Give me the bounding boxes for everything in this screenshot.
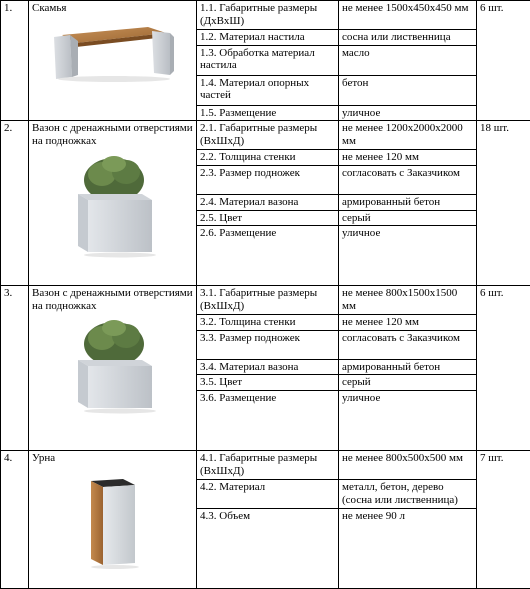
spec-key: 3.2. Толщина стенки (197, 315, 339, 331)
trash-bin-icon (32, 473, 193, 569)
item-number: 4. (1, 451, 29, 589)
spec-key: 3.4. Материал вазона (197, 359, 339, 375)
spec-key: 3.3. Размер подножек (197, 330, 339, 359)
item-number: 3. (1, 286, 29, 451)
spec-key: 3.5. Цвет (197, 375, 339, 391)
item-quantity: 18 шт. (477, 121, 530, 286)
spec-value: не менее 90 л (339, 509, 477, 589)
spec-value: не менее 800х1500х1500 мм (339, 286, 477, 315)
spec-key: 4.3. Объем (197, 509, 339, 589)
spec-value: серый (339, 375, 477, 391)
spec-value: армированный бетон (339, 194, 477, 210)
spec-value: согласовать с Заказчиком (339, 330, 477, 359)
spec-value: не менее 800х500х500 мм (339, 451, 477, 480)
spec-value: армированный бетон (339, 359, 477, 375)
spec-value: уличное (339, 105, 477, 121)
item-quantity: 7 шт. (477, 451, 530, 589)
item-name: Скамья (32, 2, 193, 15)
spec-key: 2.6. Размещение (197, 226, 339, 286)
item-name-cell (29, 1, 197, 121)
bench-icon (32, 21, 193, 83)
spec-key: 3.6. Размещение (197, 391, 339, 451)
item-name: Урна (32, 452, 193, 465)
spec-key: 2.3. Размер подножек (197, 165, 339, 194)
table-row (1, 121, 530, 150)
spec-value: согласовать с Заказчиком (339, 165, 477, 194)
item-quantity: 6 шт. (477, 286, 530, 451)
item-number: 2. (1, 121, 29, 286)
spec-value: масло (339, 45, 477, 75)
spec-value: металл, бетон, дерево (сосна или лиственница) (339, 480, 477, 509)
item-name: Вазон с дренажными отверстиями на подножках (32, 287, 193, 312)
spec-key: 1.4. Материал опорных частей (197, 75, 339, 105)
spec-key: 2.4. Материал вазона (197, 194, 339, 210)
item-number: 1. (1, 1, 29, 121)
item-name-cell (29, 286, 197, 451)
table-row (1, 286, 530, 315)
item-name-cell (29, 451, 197, 589)
spec-value: не менее 1500х450х450 мм (339, 1, 477, 30)
planter-icon (32, 154, 193, 258)
spec-value: уличное (339, 391, 477, 451)
item-quantity: 6 шт. (477, 1, 530, 121)
spec-key: 1.3. Обработка материал настила (197, 45, 339, 75)
spec-value: не менее 120 мм (339, 150, 477, 166)
table-row (1, 1, 530, 30)
item-name-cell (29, 121, 197, 286)
spec-value: уличное (339, 226, 477, 286)
spec-value: не менее 1200х2000х2000 мм (339, 121, 477, 150)
planter-icon (32, 318, 193, 414)
spec-key: 2.1. Габаритные размеры (ВхШхД) (197, 121, 339, 150)
spec-key: 4.1. Габаритные размеры (ВхШхД) (197, 451, 339, 480)
spec-key: 1.2. Материал настила (197, 30, 339, 46)
spec-value: не менее 120 мм (339, 315, 477, 331)
spec-value: серый (339, 210, 477, 226)
spec-key: 1.1. Габаритные размеры (ДхВхШ) (197, 1, 339, 30)
item-name: Вазон с дренажными отверстиями на подножках (32, 122, 193, 147)
spec-key: 3.1. Габаритные размеры (ВхШхД) (197, 286, 339, 315)
spec-key: 4.2. Материал (197, 480, 339, 509)
spec-value: сосна или лиственница (339, 30, 477, 46)
table-row (1, 451, 530, 480)
spec-key: 1.5. Размещение (197, 105, 339, 121)
spec-key: 2.2. Толщина стенки (197, 150, 339, 166)
spec-key: 2.5. Цвет (197, 210, 339, 226)
spec-value: бетон (339, 75, 477, 105)
